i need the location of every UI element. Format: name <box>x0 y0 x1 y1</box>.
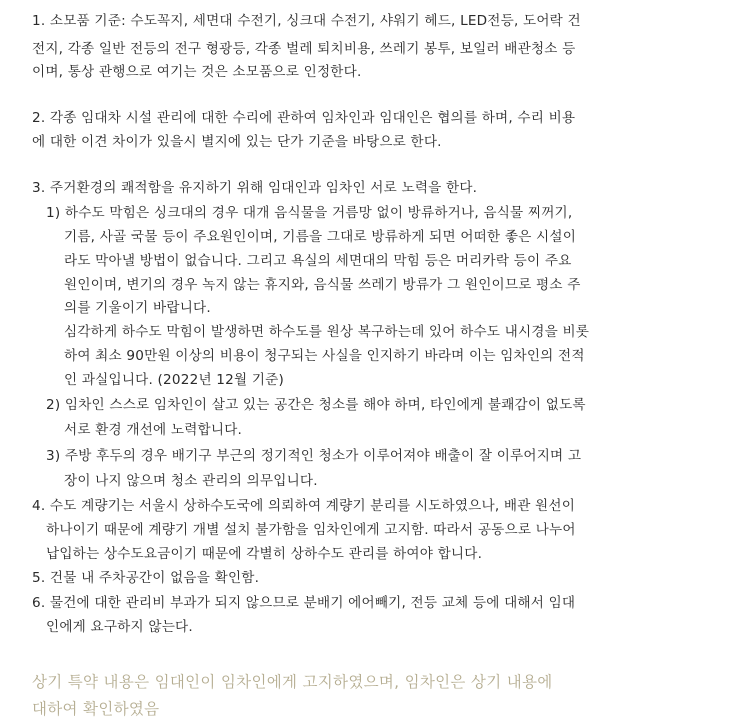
clause-3-2-line-1: 2) 임차인 스스로 임차인이 살고 있는 공간은 청소를 해야 하며, 타인에게 불쾌감이 없도록 <box>46 397 586 413</box>
closing-statement-line-1: 상기 특약 내용은 임대인이 임차인에게 고지하였으며, 임차인은 상기 내용에 <box>32 673 553 691</box>
clause-3-1-line-7: 하여 최소 90만원 이상의 비용이 청구되는 사실을 인지하기 바라며 이는 임차인의 전적 <box>64 348 585 364</box>
clause-3-1-line-4: 원인이며, 변기의 경우 녹지 않는 휴지와, 음식물 쓰레기 방류가 그 원인이므로 평소 주 <box>64 277 581 293</box>
clause-4-line-1: 4. 수도 계량기는 서울시 상하수도국에 의뢰하여 계량기 분리를 시도하였으나, 배관 원선이 <box>32 498 576 514</box>
clause-3-1-line-3: 라도 막아낼 방법이 없습니다. 그리고 욕실의 세면대의 막힘 등은 머리카락 등이 주요 <box>64 253 572 269</box>
closing-statement-line-2: 대하여 확인하였음 <box>32 700 160 718</box>
clause-3-1-line-8: 인 과실입니다. (2022년 12월 기준) <box>64 372 285 388</box>
clause-5-line-1: 5. 건물 내 주차공간이 없음을 확인함. <box>32 570 260 586</box>
clause-3-3-line-1: 3) 주방 후두의 경우 배기구 부근의 정기적인 청소가 이루어져야 배출이 잘 이루어지며 고 <box>46 448 582 464</box>
clause-3-heading: 3. 주거환경의 쾌적함을 유지하기 위해 임대인과 임차인 서로 노력을 한다. <box>32 180 478 196</box>
clause-3-3-line-2: 장이 나지 않으며 청소 관리의 의무입니다. <box>64 473 318 489</box>
clause-1-line-2: 전지, 각종 일반 전등의 전구 형광등, 각종 벌레 퇴치비용, 쓰레기 봉투, 보일러 배관청소 등 <box>32 41 576 57</box>
clause-2-line-1: 2. 각종 임대차 시설 관리에 대한 수리에 관하여 임차인과 임대인은 협의를 하며, 수리 비용 <box>32 110 576 126</box>
clause-1-line-1: 1. 소모품 기준: 수도꼭지, 세면대 수전기, 싱크대 수전기, 샤워기 헤드, LED전등, 도어락 건 <box>32 13 581 29</box>
clause-6-line-2: 인에게 요구하지 않는다. <box>46 619 193 635</box>
clause-1-line-3: 이며, 통상 관행으로 여기는 것은 소모품으로 인정한다. <box>32 64 362 80</box>
clause-3-1-line-6: 심각하게 하수도 막힘이 발생하면 하수도를 원상 복구하는데 있어 하수도 내시경을 비롯 <box>64 324 590 340</box>
clause-3-1-line-2: 기름, 사골 국물 등이 주요원인이며, 기름을 그대로 방류하게 되면 어떠한 좋은 시설이 <box>64 229 577 245</box>
clause-3-2-line-2: 서로 환경 개선에 노력합니다. <box>64 422 243 438</box>
clause-3-1-line-1: 1) 하수도 막힘은 싱크대의 경우 대개 음식물을 거름망 없이 방류하거나, 음식물 찌꺼기, <box>46 205 573 221</box>
clause-4-line-3: 납입하는 상수도요금이기 때문에 각별히 상하수도 관리를 하여야 합니다. <box>46 546 483 562</box>
clause-3-1-line-5: 의를 기울이기 바랍니다. <box>64 300 211 316</box>
clause-6-line-1: 6. 물건에 대한 관리비 부과가 되지 않으므로 분배기 에어빼기, 전등 교체 등에 대해서 임대 <box>32 595 576 611</box>
clause-4-line-2: 하나이기 때문에 계량기 개별 설치 불가함을 임차인에게 고지함. 따라서 공동으로 나누어 <box>46 522 576 538</box>
clause-2-line-2: 에 대한 이견 차이가 있을시 별지에 있는 단가 기준을 바탕으로 한다. <box>32 134 442 150</box>
